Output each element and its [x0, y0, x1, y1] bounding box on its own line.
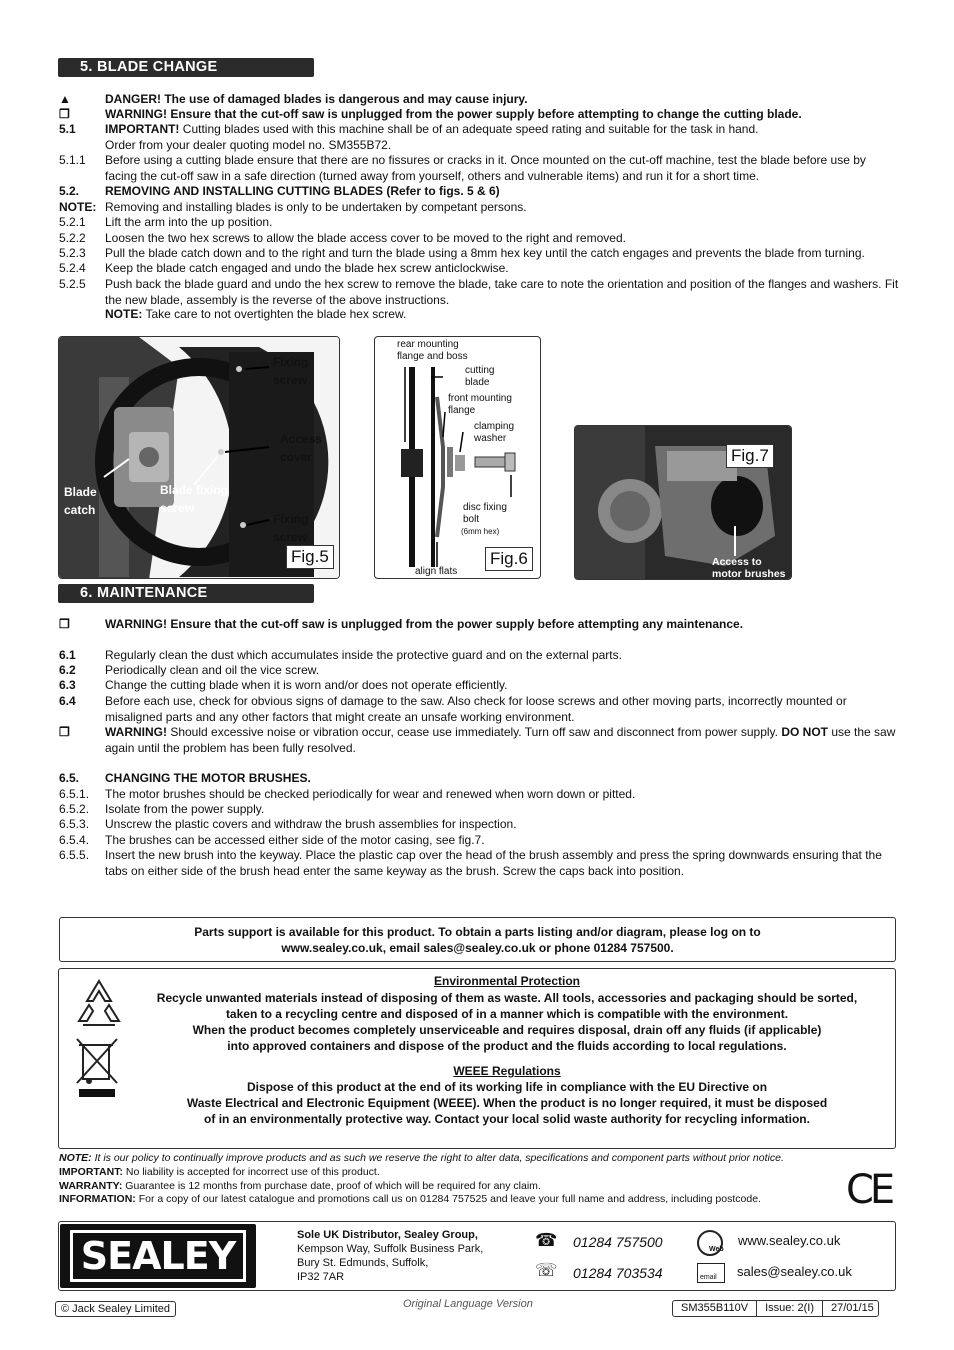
blade-assembly-diagram — [375, 337, 541, 579]
blade-change-step: 5.2.3 Pull the blade catch down and to the right and turn the blade using a 8mm hex key until the catch engages and prevents the blade from turning. — [59, 246, 865, 260]
fig6-tag: Fig.6 — [485, 547, 533, 571]
note-line: NOTE: It is our policy to continually improve products and as such we reserve the right to alter data, specifications and component parts without prior notice. — [59, 1152, 784, 1164]
checkbox-icon: ❐ — [59, 617, 70, 631]
brush-step: 6.5.1. The motor brushes should be checked periodically for wear and renewed when worn down or pitted. — [59, 787, 636, 801]
fig5-access-cover: Access cover — [280, 432, 323, 464]
fig7-access-label: Access to motor brushes — [712, 556, 786, 580]
web-link[interactable]: www.sealey.co.uk — [738, 1233, 841, 1248]
environmental-box: Environmental Protection Recycle unwanted materials instead of disposing of them as waste. All tools, accessories and packaging should be sorted, taken to a recycling centre and disposed of in a manner which is compatible with the environment. When the product becomes completely unserviceable and requires disposal, drain off any fluids (if applicable) into approved containers and dispose of the product and the fluids according to local regulations. WEEE Regulations Dispose of this product at the end of its working life in compliance with the EU Directive on Waste Electrical and Electronic Equipment (WEEE). When the product is no longer required, it must be disposed of in an environmentally protective way. Contact your local solid waste authority for recycling information. — [58, 968, 896, 1149]
blade-change-step: 5.1 IMPORTANT! Cutting blades used with this machine shall be of an adequate speed rating and suitable for the task in hand. — [59, 122, 759, 136]
note-line: INFORMATION: For a copy of our latest catalogue and promotions call us on 01284 757525 and leave your full name and address, including postcode. — [59, 1193, 761, 1205]
blade-change-step: 5.2.5 Push back the blade guard and undo the hex screw to remove the blade, take care to note the orientation and position of the flanges and washers. Fit the new blade, assembly is the reverse of the above instructions. — [59, 277, 899, 307]
env-line: When the product becomes completely unserviceable and requires disposal, drain off any fluids (if applicable) — [192, 1023, 822, 1037]
fig6-diagram — [374, 336, 541, 579]
brush-step: 6.5.3. Unscrew the plastic covers and withdraw the brush assemblies for inspection. — [59, 817, 517, 831]
fig5-tag: Fig.5 — [286, 545, 334, 569]
fig6-disc-label: disc fixing bolt — [463, 502, 507, 525]
fig7-tag: Fig.7 — [726, 444, 774, 468]
maintenance-warning: ❐ WARNING! Ensure that the cut-off saw is unplugged from the power supply before attempting any maintenance. — [59, 617, 744, 631]
blade-change-step: 5.2.1 Lift the arm into the up position. — [59, 215, 273, 229]
checkbox-icon: ❐ — [59, 725, 70, 739]
email-icon: email — [697, 1263, 725, 1283]
maintenance-step: 6.2 Periodically clean and oil the vice screw. — [59, 663, 320, 677]
fig6-align-label: align flats — [415, 566, 458, 577]
fig5-blade-catch: Blade catch — [64, 485, 97, 517]
brush-step: 6.5.5. Insert the new brush into the keyway. Place the plastic cap over the head of the brush assembly and press the spring downwards ensuring that the tabs on either side of the brush head enter the same keyway as the brush. Screw the caps back into position. — [59, 848, 882, 878]
phone-icon: ☎ — [535, 1230, 558, 1250]
sealey-logo: SEALEY — [60, 1224, 256, 1288]
note-line: IMPORTANT: No liability is accepted for incorrect use of this product. — [59, 1166, 380, 1178]
blade-change-step: Order from your dealer quoting model no. SM355B72. — [105, 138, 392, 152]
parts-support-box: Parts support is available for this product. To obtain a parts listing and/or diagram, please log on to www.sealey.co.uk, email sales@sealey.co.uk or phone 01284 757500. — [59, 917, 896, 962]
env-line: into approved containers and dispose of the product and the fluids according to local regulations. — [227, 1039, 787, 1053]
brushes-title: 6.5. CHANGING THE MOTOR BRUSHES. — [59, 771, 311, 785]
vibration-warning: ❐ WARNING! Should excessive noise or vibration occur, cease use immediately. Turn off saw and disconnect from power supply. DO NOT use the saw again until the problem has been fully resolved. — [59, 725, 896, 755]
fig5-fixing-top: Fixing screw — [273, 355, 309, 387]
weee-bin-icon — [75, 1037, 119, 1099]
blade-change-step: ▲ DANGER! The use of damaged blades is dangerous and may cause injury. — [59, 92, 528, 106]
fig5-blade-fixing: Blade fixing screw — [160, 483, 229, 515]
blade-change-step: 5.2. REMOVING AND INSTALLING CUTTING BLADES (Refer to figs. 5 & 6) — [59, 184, 500, 198]
blade-change-step: 5.2.4 Keep the blade catch engaged and undo the blade hex screw anticlockwise. — [59, 261, 509, 275]
maintenance-step: 6.4 Before each use, check for obvious signs of damage to the saw. Also check for loose screws and other moving parts, incorrectly mounted or misaligned parts and any other factors that might create an unsafe working environment. — [59, 694, 847, 724]
weee-line: Waste Electrical and Electronic Equipment (WEEE). When the product is no longer required, it must be disposed — [186, 1096, 828, 1110]
blade-change-step: NOTE: Removing and installing blades is only to be undertaken by competant persons. — [59, 200, 527, 214]
note-line: WARRANTY: Guarantee is 12 months from purchase date, proof of which will be required for any claim. — [59, 1180, 541, 1192]
distributor-box — [58, 1221, 896, 1291]
env-line: taken to a recycling centre and disposed of in a manner which is compatible with the environment. — [225, 1007, 789, 1021]
brush-step: 6.5.2. Isolate from the power supply. — [59, 802, 265, 816]
copyright: © Jack Sealey Limited — [55, 1301, 176, 1317]
blade-change-step: ❐ WARNING! Ensure that the cut-off saw is unplugged from the power supply before attempting to change the cutting blade. — [59, 107, 802, 121]
fax-number: 01284 703534 — [573, 1265, 663, 1281]
blade-change-step: 5.2.2 Loosen the two hex screws to allow the blade access cover to be moved to the right and removed. — [59, 231, 626, 245]
fig6-clamping-label: clamping washer — [474, 421, 515, 444]
fig5-fixing-bottom: Fixing screw — [273, 512, 309, 544]
fig6-front-label: front mounting flange — [448, 393, 512, 416]
blade-change-step: 5.1.1 Before using a cutting blade ensure that there are no fissures or cracks in it. Once mounted on the cut-off machine, test the blade before use by facing the cut-off saw in a safe direction (turned away from yourself, others and vulnerable items) and run it for a short time. — [59, 153, 866, 183]
original-language: Original Language Version — [403, 1298, 533, 1310]
fig7-image — [574, 425, 792, 580]
fig6-cutting-label: cutting blade — [465, 365, 495, 388]
fax-icon: ☏ — [535, 1260, 558, 1280]
env-line: Recycle unwanted materials instead of disposing of them as waste. All tools, accessories and packaging should be sorted, — [156, 991, 858, 1005]
fig5-image — [58, 336, 340, 579]
section-5-header: 5. BLADE CHANGE — [58, 58, 314, 77]
fig6-hex-label: (6mm hex) — [461, 527, 500, 536]
maintenance-step: 6.3 Change the cutting blade when it is worn and/or does not operate efficiently. — [59, 678, 508, 692]
blade-change-step: NOTE: Take care to not overtighten the blade hex screw. — [105, 307, 407, 321]
fig6-rear-label: rear mounting flange and boss — [397, 339, 468, 362]
phone-number: 01284 757500 — [573, 1234, 663, 1250]
doc-reference: SM355B110V Issue: 2(I) 27/01/15 — [672, 1300, 879, 1317]
weee-line: of in an environmentally protective way. Contact your local solid waste authority for recycling information. — [204, 1112, 810, 1126]
distributor-address: Sole UK Distributor, Sealey Group, Kempson Way, Suffolk Business Park, Bury St. Edmunds, Suffolk, IP32 7AR — [297, 1229, 484, 1283]
maintenance-step: 6.1 Regularly clean the dust which accumulates inside the protective guard and on the external parts. — [59, 648, 622, 662]
brush-step: 6.5.4. The brushes can be accessed either side of the motor casing, see fig.7. — [59, 833, 485, 847]
section-6-header: 6. MAINTENANCE — [58, 584, 314, 603]
weee-line: Dispose of this product at the end of its working life in compliance with the EU Directive on — [246, 1080, 768, 1094]
web-icon: Web — [697, 1230, 723, 1256]
email-link[interactable]: sales@sealey.co.uk — [737, 1264, 852, 1279]
ce-mark: CE — [846, 1167, 892, 1213]
